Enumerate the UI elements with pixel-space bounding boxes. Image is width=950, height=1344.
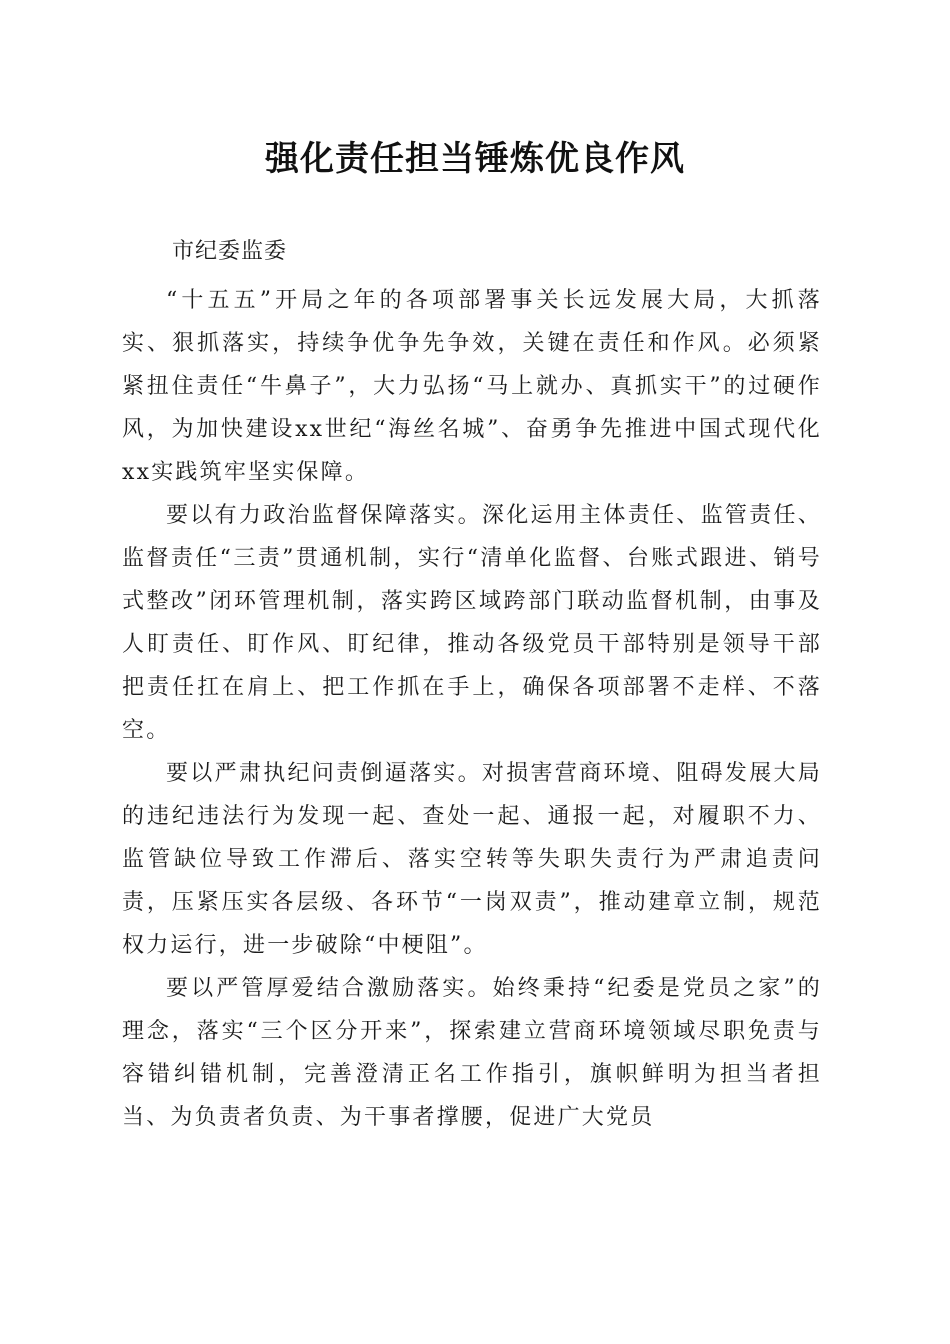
paragraph: 要以有力政治监督保障落实。深化运用主体责任、监管责任、监督责任“三责”贯通机制，实行“清单化监督、台账式跟进、销号式整改”闭环管理机制，落实跨区域跨部门联动监督机制，由事及人盯责任、盯作风、盯纪律，推动各级党员干部特别是领导干部把责任扛在肩上、把工作抓在手上，确保各项部署不走样、不落空。 — [122, 503, 822, 743]
author-line: 市纪委监委 — [172, 239, 288, 264]
paragraph: 要以严肃执纪问责倒逼落实。对损害营商环境、阻碍发展大局的违纪违法行为发现一起、查处一起、通报一起，对履职不力、监管缺位导致工作滞后、落实空转等失职失责行为严肃追责问责，压紧压实各层级、各环节“一岗双责”，推动建章立制，规范权力运行，进一步破除“中梗阻”。 — [122, 761, 822, 958]
document-body — [122, 279, 822, 1139]
paragraph: “十五五”开局之年的各项部署事关长远发展大局，大抓落实、狠抓落实，持续争优争先争效，关键在责任和作风。必须紧紧扭住责任“牛鼻子”，大力弘扬“马上就办、真抓实干”的过硬作风，为加快建设xx世纪“海丝名城”、奋勇争先推进中国式现代化xx实践筑牢坚实保障。 — [122, 288, 822, 485]
document-title: 强化责任担当锤炼优良作风 — [265, 139, 685, 179]
paragraph: 要以严管厚爱结合激励落实。始终秉持“纪委是党员之家”的理念，落实“三个区分开来”，探索建立营商环境领域尽职免责与容错纠错机制，完善澄清正名工作指引，旗帜鲜明为担当者担当、为负责者负责、为干事者撑腰，促进广大党员 — [122, 976, 822, 1130]
